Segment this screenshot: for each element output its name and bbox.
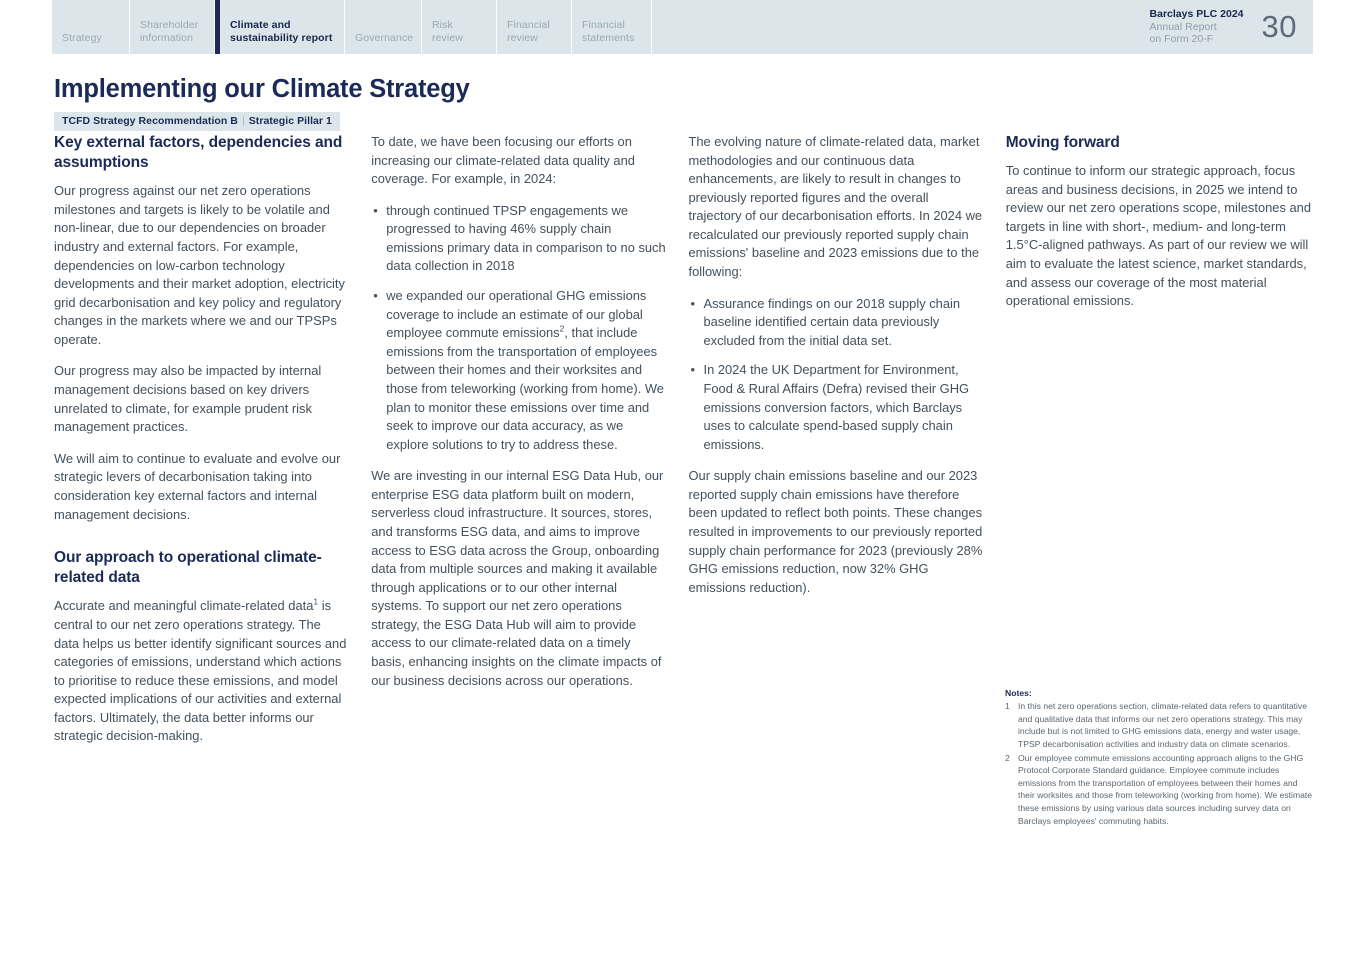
nav-tab-strategy-label: Strategy bbox=[62, 31, 102, 44]
heading-key-external-factors: Key external factors, dependencies and assumptions bbox=[54, 134, 343, 172]
nav-line-2: sustainability report bbox=[230, 31, 333, 44]
bullet-commute-post: , that include emissions from the transportation of employees between their homes and their worksites and those from teleworking (working from home). We plan to monitor these emissions over time and seek to improve our data accuracy, as we explore solutions to try to address these. bbox=[386, 325, 664, 452]
paragraph-internal-management-decisions: Our progress may also be impacted by internal management decisions based on key drivers unrelated to climate, for example prudent risk management practices. bbox=[54, 363, 322, 435]
tcfd-badge-left-label: TCFD Strategy Recommendation B bbox=[62, 115, 238, 127]
nav-line-2: review bbox=[432, 31, 463, 44]
nav-line-1: Financial bbox=[582, 19, 625, 32]
report-title-block bbox=[1150, 8, 1244, 46]
nav-tab-risk-review-label bbox=[432, 19, 463, 44]
paragraph-data-quality-focus: To date, we have been focusing our efforts on increasing our climate-related data quality and coverage. For example, in 2024: bbox=[371, 134, 635, 187]
page-title: Implementing our Climate Strategy bbox=[54, 75, 470, 104]
nav-tab-financial-statements[interactable] bbox=[572, 0, 652, 54]
nav-line-1: Shareholder bbox=[140, 19, 199, 32]
bullet-employee-commute-emissions bbox=[371, 287, 666, 454]
nav-tab-financial-review[interactable] bbox=[497, 0, 572, 54]
footnotes-title: Notes: bbox=[1005, 688, 1032, 698]
report-subtitle-line-1: Annual Report bbox=[1149, 20, 1217, 33]
paragraph-accurate-meaningful-data bbox=[54, 597, 349, 746]
nav-tab-climate-and-sustainability-report[interactable] bbox=[215, 0, 345, 54]
paragraph-accurate-data-pre: Accurate and meaningful climate-related data bbox=[54, 598, 314, 614]
paragraph-moving-forward: To continue to inform our strategic approach, focus areas and business decisions, in 2025 we intend to review our net zero operations scope, milestones and targets in line with short-, medium- and long-term 1.5°C-aligned pathways. As part of our review we will aim to evaluate the latest science, market standards, and assess our coverage of the most material operational emissions. bbox=[1005, 163, 1311, 309]
nav-line-2: information bbox=[140, 31, 194, 44]
nav-line-1: Risk bbox=[432, 19, 453, 32]
content-column-2 bbox=[371, 133, 666, 746]
section-nav-tabs bbox=[52, 0, 652, 54]
nav-tab-risk-review[interactable] bbox=[422, 0, 497, 54]
footnote-item bbox=[1005, 752, 1313, 828]
nav-line-2: review bbox=[507, 31, 538, 44]
paragraph-baseline-restatement: Our supply chain emissions baseline and our 2023 reported supply chain emissions have therefore been updated to reflect both points. These changes resulted in improvements to our previously reported supply chain performance for 2023 (previously 28% GHG emissions reduction, now 32% GHG emissions reduction). bbox=[688, 468, 983, 595]
nav-tab-governance-label: Governance bbox=[355, 31, 414, 44]
bullet-assurance-findings: • Assurance findings on our 2018 supply chain baseline identified certain data previously excluded from the initial data set. bbox=[689, 295, 984, 351]
header-report-identity bbox=[1150, 0, 1313, 54]
footnote-marker-2: 2 bbox=[559, 323, 565, 334]
paragraph-strategic-levers: We will aim to continue to evaluate and evolve our strategic levers of decarbonisation taking into consideration key external factors and internal management decisions. bbox=[54, 450, 341, 522]
nav-tab-shareholder-information[interactable] bbox=[130, 0, 215, 54]
content-column-4 bbox=[1006, 133, 1313, 746]
bullet-tpsp-engagements: • through continued TPSP engagements we progressed to having 46% supply chain emissions primary data in comparison to no such data collection in 2018 bbox=[371, 202, 666, 276]
footnote-marker-1: 1 bbox=[313, 597, 319, 608]
footnotes-section bbox=[1005, 688, 1313, 828]
nav-line-1: Financial bbox=[507, 19, 550, 32]
bullet-list-2024-progress bbox=[371, 202, 666, 455]
nav-tab-climate-and-sustainability-report-label bbox=[230, 19, 332, 44]
tcfd-strategy-badge bbox=[54, 112, 340, 131]
nav-line-2: statements bbox=[582, 31, 635, 44]
nav-tab-strategy[interactable] bbox=[52, 0, 130, 54]
nav-tab-financial-review-label bbox=[507, 19, 550, 44]
bullet-defra-conversion-factors: • In 2024 the UK Department for Environment, Food & Rural Affairs (Defra) revised their GHG emissions conversion factors, which Barclays uses to calculate spend-based supply chain emissions. bbox=[689, 361, 984, 454]
heading-moving-forward: Moving forward bbox=[1005, 134, 1120, 151]
heading-approach-to-operational-climate-related-data: Our approach to operational climate-related data bbox=[54, 549, 322, 587]
paragraph-evolving-data-nature: The evolving nature of climate-related data, market methodologies and our continuous data enhancements, are likely to result in changes to previously reported figures and the overall trajectory of our decarbonisation efforts. In 2024 we recalculated our previously reported supply chain emissions' baseline and 2023 emissions due to the following: bbox=[688, 134, 983, 280]
page-number: 30 bbox=[1261, 8, 1297, 44]
bullet-commute-pre: we expanded our operational GHG emissions coverage to include an estimate of our global employee commute emissions bbox=[386, 288, 647, 341]
footnote-number: 2 bbox=[1005, 752, 1010, 763]
report-title: Barclays PLC 2024 bbox=[1149, 7, 1244, 20]
content-column-3 bbox=[689, 133, 984, 746]
nav-tab-shareholder-information-label bbox=[140, 19, 198, 44]
footnote-text: Our employee commute emissions accounting approach aligns to the GHG Protocol Corporate Standard guidance. Employee commute includes emissions from the transportation of employees between their homes and their worksites and those from teleworking (working from home). We estimate these emissions by using various data sources including survey data on Barclays employees' commuting habits. bbox=[1018, 752, 1313, 826]
content-column-1 bbox=[54, 133, 349, 746]
report-subtitle-line-2: on Form 20-F bbox=[1149, 33, 1214, 46]
nav-tab-financial-statements-label bbox=[582, 19, 634, 44]
bullet-list-recalculation-reasons bbox=[689, 295, 984, 455]
nav-line-1: Climate and bbox=[230, 19, 291, 32]
paragraph-accurate-data-post: is central to our net zero operations strategy. The data helps us better identify significant sources and categories of emissions, understand which actions to prioritise to reduce these emissions, and model expected implications of our activities and external factors. Ultimately, the data better informs our strategic decision-making. bbox=[54, 598, 347, 744]
nav-tab-governance[interactable] bbox=[345, 0, 422, 54]
page-header-band bbox=[52, 0, 1313, 54]
content-columns bbox=[54, 133, 1313, 746]
footnote-item bbox=[1005, 700, 1313, 751]
tcfd-badge-divider: | bbox=[241, 115, 245, 127]
tcfd-badge-right-label: Strategic Pillar 1 bbox=[248, 115, 332, 127]
paragraph-progress-volatility: Our progress against our net zero operations milestones and targets is likely to be volatile and non-linear, due to our dependencies on broader industry and external factors. For example, dependencies on low-carbon technology developments and their market adoption, electricity grid decarbonisation and key policy and regulatory changes in the markets where we and our TPSPs operate. bbox=[54, 183, 345, 347]
footnote-text: In this net zero operations section, climate-related data refers to quantitative and qualitative data that informs our net zero operations strategy. This may include but is not limited to GHG emissions data, energy and water usage, TPSP decarbonisation activities and industry data on climate scenarios. bbox=[1018, 701, 1308, 749]
paragraph-esg-data-hub: We are investing in our internal ESG Data Hub, our enterprise ESG data platform built on modern, serverless cloud infrastructure. It sources, stores, and transforms ESG data, and aims to improve access to ESG data across the Group, onboarding data from multiple sources and making it available through applications or to our other internal systems. To support our net zero operations strategy, the ESG Data Hub will aim to provide access to our climate-related data on a timely basis, enhancing insights on the climate impacts of our business decisions across our operations. bbox=[371, 468, 664, 688]
footnote-number: 1 bbox=[1005, 701, 1010, 711]
